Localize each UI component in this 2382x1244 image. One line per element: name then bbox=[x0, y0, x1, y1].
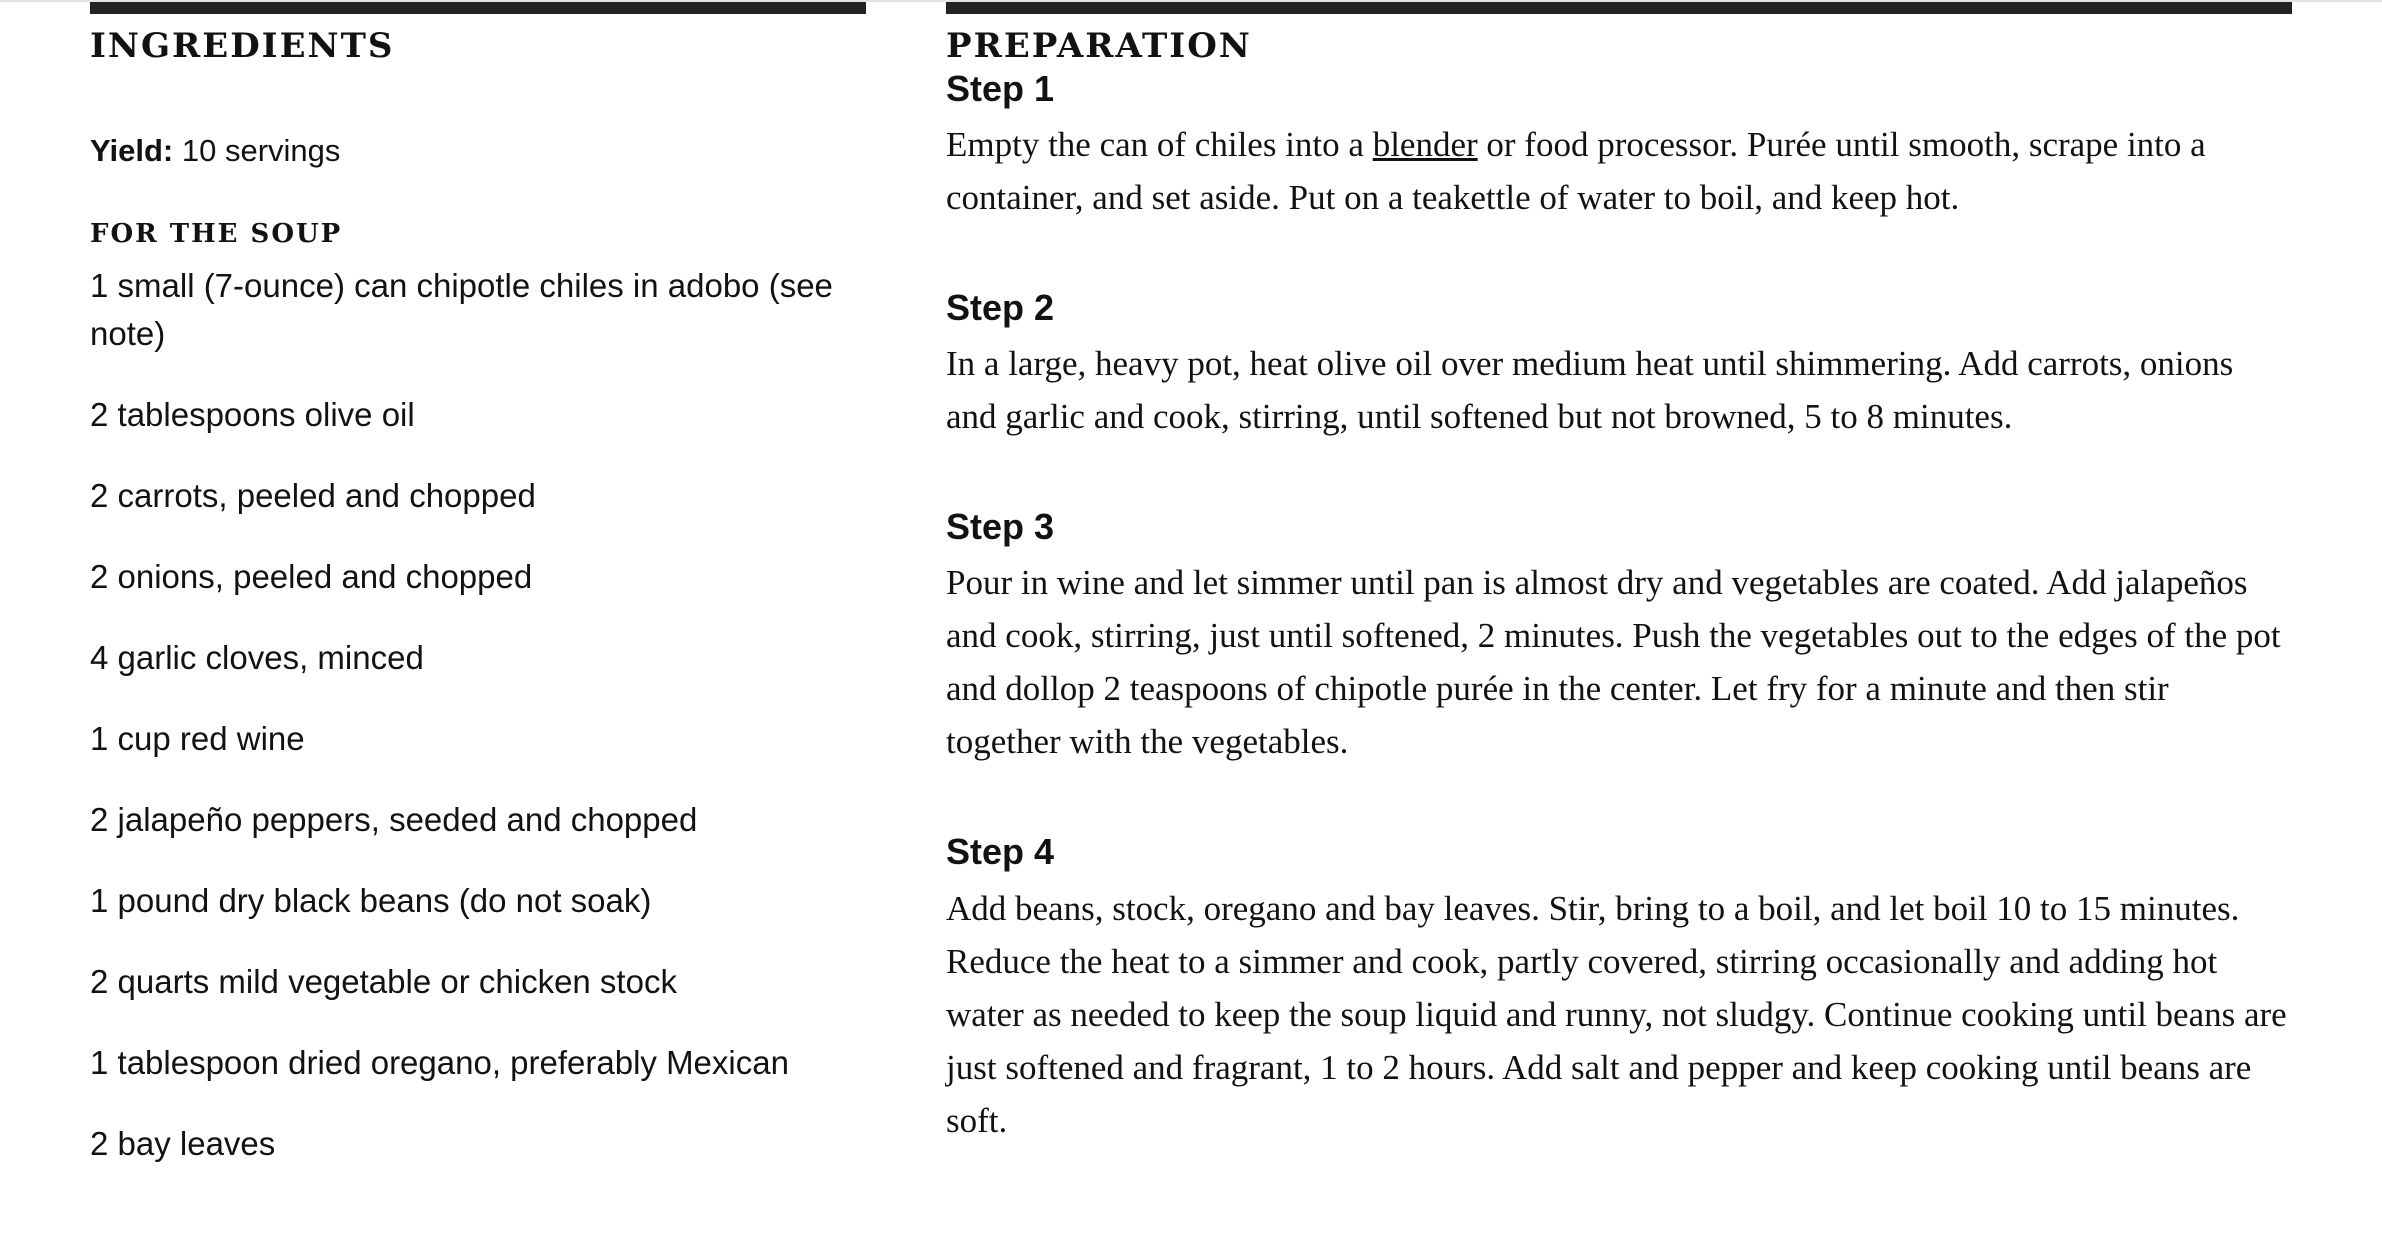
yield bbox=[90, 132, 866, 169]
blender-link[interactable]: blender bbox=[1372, 124, 1478, 164]
ingredient-item: 1 small (7-ounce) can chipotle chiles in adobo (see note) bbox=[90, 267, 833, 353]
ingredient-item: 2 quarts mild vegetable or chicken stock bbox=[90, 963, 677, 1001]
step-text-after-link: or food processor. Purée until smooth, scrape into a container, and set aside. Put on a teakettle of water to boil, and keep hot. bbox=[946, 124, 2206, 217]
step-text: Pour in wine and let simmer until pan is almost dry and vegetables are coated. Add jalapeños and cook, stirring, just until softened, 2 minutes. Push the vegetables out to the edges of the pot and dollop 2 teaspoons of chipotle purée in the center. Let fry for a minute and then stir together with the vegetables. bbox=[946, 563, 2281, 762]
yield-label: Yield: bbox=[90, 132, 174, 168]
preparation-heading: PREPARATION bbox=[946, 26, 1252, 66]
ingredients-heading: INGREDIENTS bbox=[90, 26, 395, 66]
ingredients-column bbox=[90, 0, 866, 1201]
ingredient-item: 4 garlic cloves, minced bbox=[90, 639, 424, 677]
ingredient-item: 2 bay leaves bbox=[90, 1125, 276, 1163]
step-text-before-link: Empty the can of chiles into a bbox=[946, 124, 1373, 164]
step-4 bbox=[946, 830, 2292, 1146]
step-title: Step 3 bbox=[946, 506, 1055, 548]
step-1 bbox=[946, 67, 2292, 224]
ingredient-item: 2 tablespoons olive oil bbox=[90, 396, 415, 434]
ingredients-subhead: FOR THE SOUP bbox=[90, 218, 343, 249]
step-text: Add beans, stock, oregano and bay leaves. Stir, bring to a boil, and let boil 10 to 15 minutes. Reduce the heat to a simmer and cook, partly covered, stirring occasionally and adding hot water as needed to keep the soup liquid and runny, not sludgy. Continue cooking until beans are just softened and fragrant, 1 to 2 hours. Add salt and pepper and keep cooking until beans are soft. bbox=[946, 888, 2287, 1140]
step-2 bbox=[946, 286, 2292, 443]
ingredients-list bbox=[90, 262, 866, 1168]
ingredient-item: 2 jalapeño peppers, seeded and chopped bbox=[90, 801, 698, 839]
yield-value: 10 servings bbox=[181, 132, 341, 168]
ingredient-item: 1 pound dry black beans (do not soak) bbox=[90, 882, 652, 920]
step-title: Step 2 bbox=[946, 286, 1055, 328]
preparation-column bbox=[946, 0, 2292, 1209]
ingredient-item: 2 carrots, peeled and chopped bbox=[90, 477, 536, 515]
step-3 bbox=[946, 505, 2292, 768]
step-text bbox=[946, 118, 2292, 224]
ingredient-item: 2 onions, peeled and chopped bbox=[90, 558, 533, 596]
ingredient-item: 1 cup red wine bbox=[90, 720, 305, 758]
ingredient-item: 1 tablespoon dried oregano, preferably Mexican bbox=[90, 1044, 789, 1082]
step-title: Step 1 bbox=[946, 67, 1055, 109]
ingredients-section-rule bbox=[90, 2, 866, 14]
step-text: In a large, heavy pot, heat olive oil over medium heat until shimmering. Add carrots, onions and garlic and cook, stirring, until softened but not browned, 5 to 8 minutes. bbox=[946, 344, 2234, 437]
preparation-section-rule bbox=[946, 2, 2292, 14]
step-title: Step 4 bbox=[946, 831, 1055, 873]
ingredients-body bbox=[90, 132, 866, 1168]
